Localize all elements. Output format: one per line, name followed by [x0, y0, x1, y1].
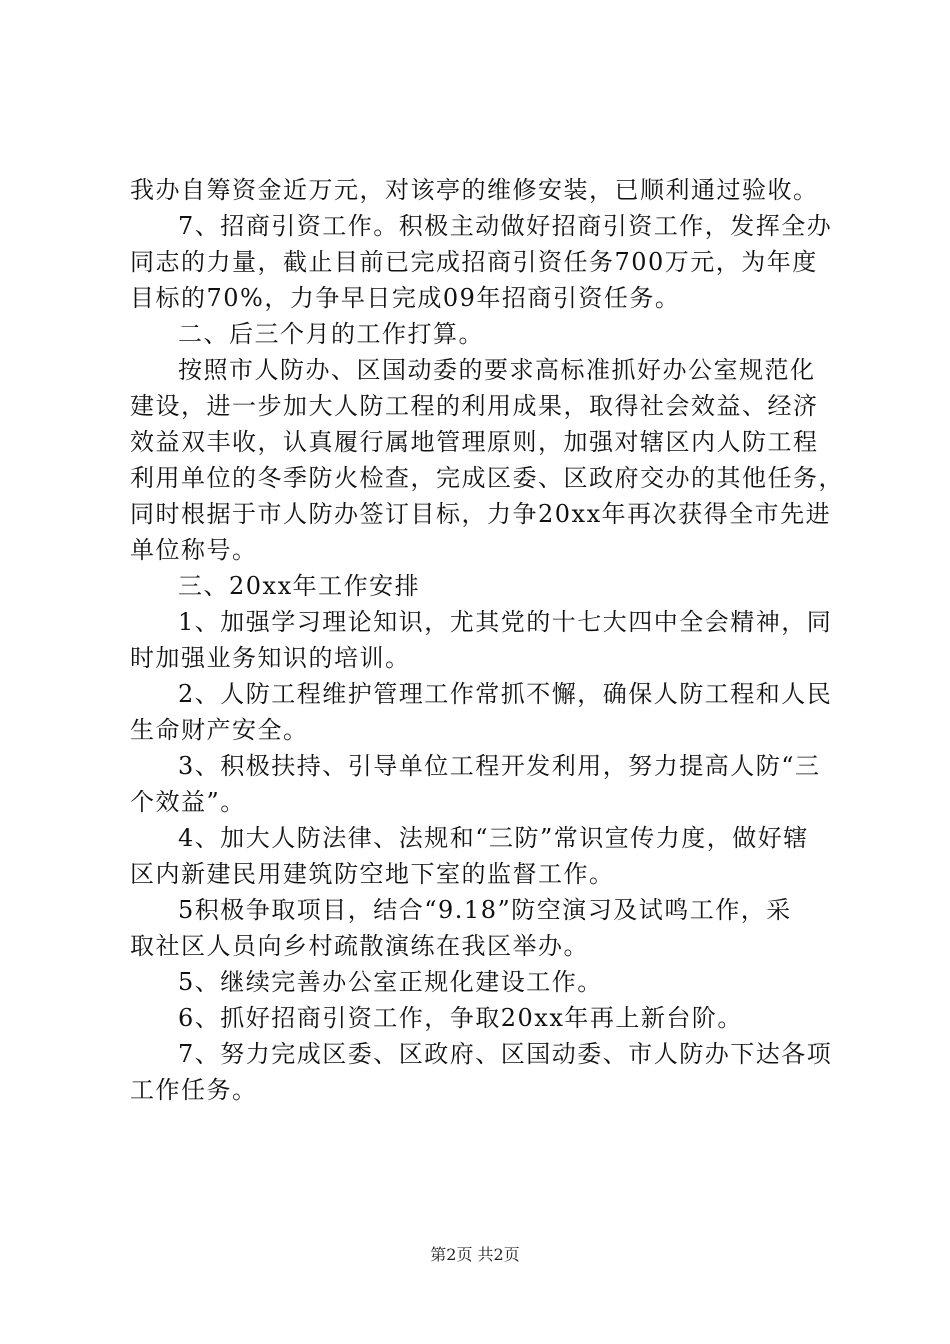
text-line: 效益双丰收，认真履行属地管理原则，加强对辖区内人防工程: [130, 428, 819, 456]
page-number-footer: 第2页 共2页: [430, 1245, 520, 1264]
text-line: 5积极争取项目，结合“9.18”防空演习及试鸣工作，采: [178, 896, 792, 924]
text-line: 5、继续完善办公室正规化建设工作。: [178, 968, 603, 996]
text-line: 目标的70%，力争早日完成09年招商引资任务。: [130, 284, 681, 312]
text-line: 利用单位的冬季防火检查，完成区委、区政府交办的其他任务，: [130, 464, 844, 492]
text-line: 同时根据于市人防办签订目标，力争20xx年再次获得全市先进: [130, 500, 832, 528]
text-line: 同志的力量，截止目前已完成招商引资任务700万元，为年度: [130, 248, 818, 276]
text-line: 4、加大人防法律、法规和“三防”常识宣传力度，做好辖: [178, 824, 809, 852]
text-line: 2、人防工程维护管理工作常抓不懈，确保人防工程和人民: [178, 680, 833, 708]
text-line: 单位称号。: [130, 536, 258, 564]
section-heading: 三、20xx年工作安排: [178, 572, 421, 600]
text-line: 区内新建民用建筑防空地下室的监督工作。: [130, 860, 615, 888]
text-line: 时加强业务知识的培训。: [130, 644, 411, 672]
text-line: 我办自筹资金近万元，对该亭的维修安装，已顺利通过验收。: [130, 176, 819, 204]
text-line: 取社区人员向乡村疏散演练在我区举办。: [130, 932, 589, 960]
text-line: 7、努力完成区委、区政府、区国动委、市人防办下达各项: [178, 1040, 833, 1068]
text-line: 7、招商引资工作。积极主动做好招商引资工作，发挥全办: [178, 212, 833, 240]
document-body: [130, 172, 844, 1108]
text-line: 个效益”。: [130, 788, 246, 816]
text-line: 按照市人防办、区国动委的要求高标准抓好办公室规范化: [178, 356, 816, 384]
text-line: 6、抓好招商引资工作，争取20xx年再上新台阶。: [178, 1004, 743, 1032]
text-line: 工作任务。: [130, 1076, 258, 1104]
text-line: 建设，进一步加大人防工程的利用成果，取得社会效益、经济: [130, 392, 819, 420]
text-line: 3、积极扶持、引导单位工程开发利用，努力提高人防“三: [178, 752, 821, 780]
text-line: 生命财产安全。: [130, 716, 309, 744]
section-heading: 二、后三个月的工作打算。: [178, 320, 484, 348]
text-line: 1、加强学习理论知识，尤其党的十七大四中全会精神，同: [178, 608, 833, 636]
